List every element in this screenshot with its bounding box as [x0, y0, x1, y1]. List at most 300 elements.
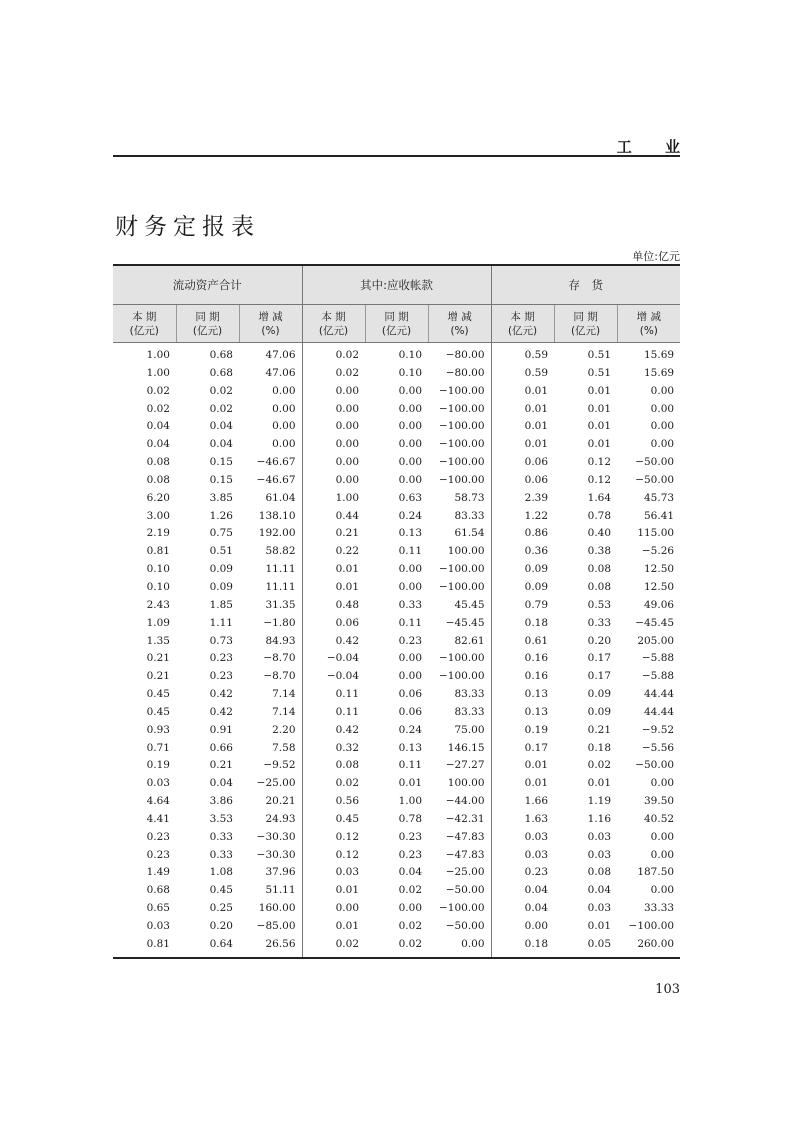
table-cell: 0.08: [302, 757, 365, 775]
table-cell: 0.68: [146, 884, 170, 897]
table-cell: −5.56: [641, 741, 675, 754]
table-cell: 12.50: [644, 563, 675, 576]
table-cell: −50.00: [445, 920, 485, 932]
table-cell: 0.12: [302, 847, 365, 865]
table-cell: 58.82: [265, 545, 296, 558]
column-header-label: 增 减: [447, 310, 472, 323]
table-cell: 0.00: [398, 456, 423, 469]
table-cell: −8.70: [263, 670, 296, 683]
table-cell: 0.09: [209, 580, 233, 593]
table-cell: 45.73: [644, 491, 675, 504]
table-cell: 0.00: [650, 420, 675, 433]
table-cell: −27.27: [445, 759, 485, 772]
table-row: [113, 722, 680, 740]
table-cell: 0.06: [491, 472, 554, 490]
table-cell: 0.04: [491, 882, 554, 900]
table-row: [113, 472, 680, 490]
table-cell: 1.00: [398, 795, 423, 808]
table-cell: 1.00: [146, 349, 170, 361]
table-cell: 0.16: [491, 668, 554, 686]
column-header-label: 增 减: [258, 310, 283, 323]
table-cell: −100.00: [439, 402, 485, 415]
table-cell: −30.30: [256, 830, 296, 843]
table-cell: −47.83: [445, 848, 485, 861]
table-cell: 0.23: [209, 670, 233, 683]
table-cell: −5.88: [641, 652, 675, 665]
table-cell: 1.49: [146, 866, 170, 879]
table-cell: 0.00: [650, 384, 675, 397]
table-cell: 0.13: [491, 704, 554, 722]
table-cell: 0.51: [587, 366, 612, 379]
table-cell: 0.01: [587, 438, 612, 451]
table-cell: −46.67: [256, 456, 296, 469]
table-row: [113, 383, 680, 401]
table-cell: 0.33: [398, 598, 423, 611]
table-cell: 0.23: [146, 830, 170, 843]
table-cell: 20.21: [265, 795, 296, 808]
table-cell: −50.00: [635, 473, 675, 486]
column-header-unit: (%): [450, 324, 469, 337]
table-cell: 0.08: [146, 473, 170, 486]
table-cell: 0.73: [209, 634, 233, 647]
table-cell: −100.00: [439, 473, 485, 486]
table-cell: 205.00: [637, 634, 675, 647]
table-cell: 7.58: [272, 741, 296, 754]
table-cell: 58.73: [454, 491, 485, 504]
table-cell: −100.00: [439, 420, 485, 433]
table-cell: −100.00: [439, 652, 485, 665]
table-row: [113, 508, 680, 526]
table-cell: 0.91: [209, 723, 233, 736]
table-cell: 3.85: [209, 491, 233, 504]
table-cell: 0.01: [302, 918, 365, 936]
table-cell: 0.02: [302, 365, 365, 383]
table-cell: 1.85: [209, 598, 233, 611]
table-cell: −100.00: [439, 456, 485, 469]
table-row: [113, 847, 680, 865]
table-cell: 0.66: [209, 741, 233, 754]
column-header: [617, 305, 680, 343]
column-header-label: 本 期: [321, 310, 346, 323]
table-row: [113, 454, 680, 472]
table-cell: 0.45: [209, 884, 233, 897]
table-cell: 0.42: [302, 722, 365, 740]
section-rule: [113, 155, 680, 157]
table-cell: 0.00: [398, 402, 423, 415]
column-header-unit: (亿元): [318, 324, 349, 337]
table-cell: 0.00: [650, 830, 675, 843]
table-cell: 0.13: [491, 686, 554, 704]
table-cell: 1.00: [146, 366, 170, 379]
table-row: [113, 775, 680, 793]
table-cell: 0.02: [209, 384, 233, 397]
column-header: [491, 305, 554, 343]
table-cell: 83.33: [454, 509, 485, 522]
table-cell: 0.25: [209, 902, 233, 915]
table-cell: 0.19: [491, 722, 554, 740]
table-cell: 45.45: [454, 598, 485, 611]
table-cell: 100.00: [447, 545, 485, 558]
table-cell: 0.01: [302, 579, 365, 597]
table-cell: 2.43: [146, 598, 170, 611]
table-cell: 0.10: [398, 366, 423, 379]
table-cell: 1.66: [491, 793, 554, 811]
table-cell: 0.23: [398, 634, 423, 647]
table-cell: 0.00: [272, 438, 296, 451]
table-row: [113, 900, 680, 918]
table-cell: 0.18: [587, 741, 612, 754]
column-header-unit: (亿元): [129, 324, 159, 337]
table-cell: 83.33: [454, 688, 485, 701]
table-cell: −45.45: [635, 616, 675, 629]
table-cell: 0.81: [113, 936, 176, 958]
table-cell: 0.12: [302, 829, 365, 847]
table-cell: 0.01: [491, 775, 554, 793]
table-cell: 1.64: [587, 491, 612, 504]
table-cell: 0.00: [302, 383, 365, 401]
table-cell: 0.00: [398, 438, 423, 451]
table-cell: 0.04: [209, 777, 233, 790]
table-cell: 0.32: [302, 740, 365, 758]
table-cell: 1.63: [491, 811, 554, 829]
table-cell: 49.06: [644, 598, 675, 611]
table-row: [113, 704, 680, 722]
table-cell: 0.01: [302, 882, 365, 900]
table-cell: 0.01: [587, 402, 612, 415]
table-cell: 0.00: [398, 580, 423, 593]
table-cell: −8.70: [263, 652, 296, 665]
table-cell: 0.17: [587, 670, 612, 683]
table-cell: 0.78: [398, 812, 423, 825]
unit-label: 单位:亿元: [632, 250, 680, 263]
table-cell: 0.18: [491, 936, 554, 958]
table-cell: −25.00: [445, 866, 485, 879]
table-cell: 0.04: [209, 438, 233, 451]
table-cell: 1.11: [209, 616, 233, 629]
group-header-inventory: 存 货: [491, 265, 680, 305]
table-cell: 1.26: [209, 509, 233, 522]
table-cell: 6.20: [146, 491, 170, 504]
page-title: 财务定报表: [115, 214, 260, 241]
table-row: [113, 757, 680, 775]
table-cell: −46.67: [256, 473, 296, 486]
table-cell: 138.10: [258, 509, 296, 522]
column-header-unit: (亿元): [507, 324, 538, 337]
table-cell: 0.00: [272, 384, 296, 397]
table-cell: −50.00: [635, 456, 675, 469]
table-cell: 1.19: [587, 795, 612, 808]
table-cell: 37.96: [265, 866, 296, 879]
financial-report-table: [113, 264, 680, 959]
table-cell: 0.68: [209, 349, 233, 361]
table-cell: 0.11: [398, 616, 423, 629]
table-cell: 7.14: [272, 705, 296, 718]
table-cell: 7.14: [272, 688, 296, 701]
table-row: [113, 633, 680, 651]
table-cell: −5.88: [641, 670, 675, 683]
table-cell: 0.56: [302, 793, 365, 811]
table-cell: 0.00: [398, 652, 423, 665]
table-cell: 31.35: [265, 598, 296, 611]
table-cell: 0.06: [302, 615, 365, 633]
column-header: [365, 305, 428, 343]
table-cell: 15.69: [644, 349, 675, 361]
table-cell: 192.00: [258, 527, 296, 540]
table-cell: 0.36: [491, 543, 554, 561]
table-cell: 0.17: [587, 652, 612, 665]
column-header-label: 同 期: [384, 310, 409, 323]
table-cell: 0.10: [146, 580, 170, 593]
table-cell: 0.21: [146, 670, 170, 683]
table-cell: 0.86: [491, 525, 554, 543]
table-cell: 0.13: [398, 527, 423, 540]
table-row: [113, 615, 680, 633]
table-cell: 0.01: [587, 384, 612, 397]
table-cell: 33.33: [644, 902, 675, 915]
table-cell: 56.41: [644, 509, 675, 522]
column-header-label: 同 期: [195, 310, 220, 323]
table-cell: 0.01: [587, 420, 612, 433]
table-cell: 44.44: [644, 705, 675, 718]
table-cell: 0.11: [302, 704, 365, 722]
table-cell: 0.45: [302, 811, 365, 829]
table-cell: 0.11: [302, 686, 365, 704]
table-cell: 0.03: [302, 864, 365, 882]
table-cell: 0.08: [146, 456, 170, 469]
table-cell: 0.00: [302, 454, 365, 472]
table-cell: 0.81: [146, 545, 170, 558]
table-cell: 0.02: [365, 936, 428, 958]
table-cell: 0.01: [491, 383, 554, 401]
table-cell: 51.11: [265, 884, 296, 897]
table-cell: 0.48: [302, 597, 365, 615]
table-cell: 0.23: [209, 652, 233, 665]
table-cell: 0.09: [209, 563, 233, 576]
table-cell: 0.02: [302, 775, 365, 793]
table-cell: 44.44: [644, 688, 675, 701]
table-cell: 83.33: [454, 705, 485, 718]
table-cell: 0.00: [302, 472, 365, 490]
table-cell: 1.09: [146, 616, 170, 629]
table-cell: 0.24: [398, 723, 423, 736]
table-cell: 0.00: [302, 900, 365, 918]
table-cell: 39.50: [644, 795, 675, 808]
table-cell: 1.35: [146, 634, 170, 647]
sub-header-row: [113, 305, 680, 343]
table-cell: 0.51: [587, 349, 612, 361]
table-cell: 3.86: [209, 795, 233, 808]
column-header: [302, 305, 365, 343]
table-cell: 0.12: [587, 456, 612, 469]
table-cell: 0.00: [650, 777, 675, 790]
table-cell: −5.26: [641, 545, 675, 558]
table-row: [113, 811, 680, 829]
table-cell: 1.00: [302, 490, 365, 508]
table-cell: 75.00: [454, 723, 485, 736]
table-row: [113, 936, 680, 958]
column-header: [176, 305, 239, 343]
table-cell: 0.08: [587, 866, 612, 879]
column-header-unit: (亿元): [381, 324, 412, 337]
table-cell: 0.21: [209, 759, 233, 772]
table-cell: 0.10: [398, 349, 423, 361]
table-cell: 12.50: [644, 580, 675, 593]
group-header-current-assets: 流动资产合计: [113, 265, 302, 305]
table-cell: 0.61: [491, 633, 554, 651]
column-header-unit: (亿元): [192, 324, 223, 337]
table-cell: −100.00: [439, 670, 485, 683]
table-cell: 0.00: [398, 384, 423, 397]
table-cell: 15.69: [644, 366, 675, 379]
table-cell: 0.45: [146, 688, 170, 701]
table-cell: 3.53: [209, 812, 233, 825]
table-cell: 0.02: [209, 402, 233, 415]
table-cell: 0.20: [587, 634, 612, 647]
table-cell: 0.01: [491, 418, 554, 436]
column-header-label: 同 期: [573, 310, 598, 323]
table-cell: 0.00: [650, 884, 675, 897]
table-cell: 0.03: [146, 920, 170, 932]
table-cell: 0.03: [587, 902, 612, 915]
table-cell: 0.20: [209, 920, 233, 932]
table-cell: 0.16: [491, 650, 554, 668]
table-cell: 0.04: [209, 420, 233, 433]
table-cell: 0.15: [209, 456, 233, 469]
table-cell: −100.00: [628, 920, 675, 932]
table-cell: −30.30: [256, 848, 296, 861]
table-cell: 0.00: [491, 918, 554, 936]
table-cell: −45.45: [445, 616, 485, 629]
table-cell: 0.18: [491, 615, 554, 633]
column-header-unit: (%): [639, 324, 658, 337]
table-cell: 0.03: [587, 830, 612, 843]
table-cell: 0.65: [146, 902, 170, 915]
table-cell: 0.01: [491, 401, 554, 419]
table-cell: 0.06: [491, 454, 554, 472]
group-header-receivables: 其中:应收帐款: [302, 265, 491, 305]
table-row: [113, 686, 680, 704]
table-cell: 0.04: [491, 900, 554, 918]
table-body: [113, 343, 680, 958]
table-cell: 187.50: [637, 866, 675, 879]
table-cell: 0.63: [398, 491, 423, 504]
table-cell: 160.00: [258, 902, 296, 915]
table-cell: 0.01: [302, 561, 365, 579]
table-cell: 0.06: [398, 705, 423, 718]
table-cell: 0.23: [146, 848, 170, 861]
table-cell: 26.56: [239, 936, 302, 958]
table-cell: −100.00: [439, 902, 485, 915]
table-cell: 0.59: [491, 343, 554, 365]
section-label: 工 业: [616, 138, 694, 156]
table-cell: 0.42: [302, 633, 365, 651]
table-cell: 0.23: [398, 830, 423, 843]
table-cell: 0.00: [650, 848, 675, 861]
table-cell: 0.00: [398, 563, 423, 576]
table-cell: 0.21: [587, 723, 612, 736]
table-cell: 0.00: [398, 473, 423, 486]
table-cell: 0.11: [398, 759, 423, 772]
table-cell: 0.02: [398, 884, 423, 897]
table-cell: 2.20: [272, 723, 296, 736]
table-row: [113, 543, 680, 561]
table-cell: 0.33: [587, 616, 612, 629]
table-cell: −100.00: [439, 438, 485, 451]
table-cell: 0.33: [209, 830, 233, 843]
table-cell: 0.21: [146, 652, 170, 665]
table-cell: 0.01: [491, 757, 554, 775]
table-row: [113, 436, 680, 454]
table-cell: 4.41: [146, 812, 170, 825]
column-header: [554, 305, 617, 343]
table-cell: 61.04: [265, 491, 296, 504]
table-cell: −50.00: [635, 759, 675, 772]
table-cell: 0.04: [146, 438, 170, 451]
table-cell: 0.42: [209, 688, 233, 701]
table-cell: −80.00: [445, 366, 485, 379]
column-header-label: 本 期: [510, 310, 535, 323]
table-cell: 0.03: [587, 848, 612, 861]
table-row: [113, 525, 680, 543]
table-cell: 0.38: [587, 545, 612, 558]
table-cell: 0.01: [491, 436, 554, 454]
table-row: [113, 401, 680, 419]
table-cell: 4.64: [146, 795, 170, 808]
column-header: [428, 305, 491, 343]
table-cell: −0.04: [302, 668, 365, 686]
table-row: [113, 882, 680, 900]
table-cell: 100.00: [447, 777, 485, 790]
table-cell: 0.05: [554, 936, 617, 958]
table-cell: 47.06: [265, 366, 296, 379]
column-header-unit: (亿元): [570, 324, 601, 337]
table-cell: 0.23: [491, 864, 554, 882]
table-row: [113, 365, 680, 383]
table-row: [113, 561, 680, 579]
table-row: [113, 918, 680, 936]
table-row: [113, 864, 680, 882]
group-header-row: [113, 265, 680, 305]
table-cell: 0.01: [587, 920, 612, 932]
table-cell: 0.53: [587, 598, 612, 611]
table-cell: 0.03: [491, 847, 554, 865]
table-cell: −44.00: [445, 795, 485, 808]
table-cell: −80.00: [445, 349, 485, 361]
table-cell: 0.93: [146, 723, 170, 736]
table-cell: 0.13: [398, 741, 423, 754]
table-cell: 0.09: [491, 579, 554, 597]
table-cell: 0.42: [209, 705, 233, 718]
table-cell: 0.23: [398, 848, 423, 861]
table-row: [113, 740, 680, 758]
table-cell: 0.71: [146, 741, 170, 754]
table-cell: 0.00: [272, 402, 296, 415]
table-cell: 0.06: [398, 688, 423, 701]
table-cell: 61.54: [454, 527, 485, 540]
column-header: [239, 305, 302, 343]
table-cell: 0.00: [302, 418, 365, 436]
table-cell: 0.01: [398, 777, 423, 790]
table-row: [113, 650, 680, 668]
table-row: [113, 668, 680, 686]
table-cell: 0.08: [587, 563, 612, 576]
table-cell: 11.11: [265, 563, 296, 576]
table-cell: 0.09: [587, 705, 612, 718]
column-header-label: 本 期: [132, 310, 157, 323]
column-header-unit: (%): [261, 324, 280, 337]
table-cell: 82.61: [454, 634, 485, 647]
table-cell: 0.09: [491, 561, 554, 579]
